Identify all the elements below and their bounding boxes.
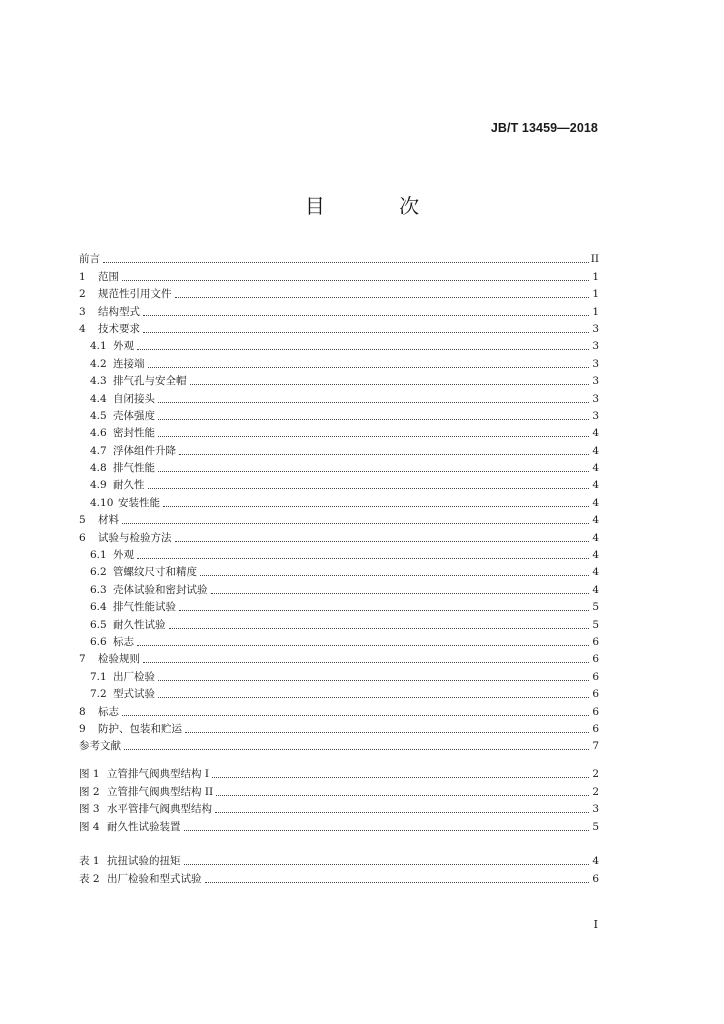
entry-number: 9	[79, 722, 86, 735]
entry-title: 前言	[79, 253, 100, 266]
dot-leader	[175, 296, 590, 298]
list-entry[interactable]	[79, 851, 599, 868]
dot-leader	[211, 592, 590, 594]
toc-entry[interactable]	[79, 492, 599, 509]
dot-leader	[163, 505, 589, 507]
entry-page: 5	[592, 601, 599, 614]
entry-number: 6.4	[90, 601, 107, 614]
entry-page: 4	[592, 496, 599, 509]
dot-leader	[158, 418, 589, 420]
toc-entry[interactable]	[79, 597, 599, 614]
entry-title: 壳体试验和密封试验	[113, 583, 208, 596]
dot-leader	[148, 366, 590, 368]
dot-leader	[122, 714, 589, 716]
entry-title: 水平管排气阀典型结构	[107, 803, 212, 816]
entry-page: 6	[592, 705, 599, 718]
entry-number: 3	[79, 305, 86, 318]
entry-number: 表 1	[79, 855, 100, 868]
dot-leader	[143, 314, 589, 316]
toc-entry[interactable]	[79, 301, 599, 318]
toc-entry[interactable]	[79, 319, 599, 336]
entry-title: 耐久性试验	[113, 618, 166, 631]
toc-entry[interactable]	[79, 562, 599, 579]
entry-page: 4	[592, 566, 599, 579]
entry-page: 3	[592, 409, 599, 422]
entry-number: 4.1	[90, 340, 107, 353]
entry-number: 6.2	[90, 566, 107, 579]
entry-number: 7	[79, 653, 86, 666]
entry-title: 范围	[98, 270, 119, 283]
entry-page: 6	[592, 688, 599, 701]
toc-entry[interactable]	[79, 736, 599, 753]
entry-number: 图 3	[79, 803, 100, 816]
entry-title: 型式试验	[113, 688, 155, 701]
dot-leader	[179, 453, 589, 455]
entry-number: 图 4	[79, 820, 100, 833]
dot-leader	[169, 627, 590, 629]
entry-number: 4.6	[90, 427, 107, 440]
dot-leader	[212, 776, 589, 778]
toc-entry[interactable]	[79, 458, 599, 475]
toc-entry[interactable]	[79, 719, 599, 736]
entry-number: 6.5	[90, 618, 107, 631]
entry-number: 5	[79, 514, 86, 527]
toc-entry[interactable]	[79, 406, 599, 423]
entry-title: 外观	[113, 549, 134, 562]
entry-number: 6.1	[90, 549, 107, 562]
toc-entry[interactable]	[79, 475, 599, 492]
toc-entry[interactable]	[79, 388, 599, 405]
entry-title: 参考文献	[79, 740, 121, 753]
dot-leader	[190, 383, 590, 385]
entry-page: 3	[592, 357, 599, 370]
entry-title: 连接端	[113, 357, 145, 370]
entry-page: 4	[592, 462, 599, 475]
entry-page: 6	[592, 872, 599, 885]
entry-number: 4.5	[90, 409, 107, 422]
entry-title: 结构型式	[98, 305, 140, 318]
entry-page: 4	[592, 444, 599, 457]
toc-entry[interactable]	[79, 527, 599, 544]
toc-entry[interactable]	[79, 440, 599, 457]
entry-page: 3	[592, 375, 599, 388]
dot-leader	[216, 794, 589, 796]
entry-title: 立管排气阀典型结构 I	[107, 768, 209, 781]
entry-number: 7.1	[90, 670, 107, 683]
entry-page: 7	[592, 740, 599, 753]
entry-page: 6	[592, 635, 599, 648]
entry-number: 表 2	[79, 872, 100, 885]
entry-number: 1	[79, 270, 86, 283]
entry-title: 抗扭试验的扭矩	[107, 855, 181, 868]
entry-number: 4.4	[90, 392, 107, 405]
entry-page: 3	[592, 322, 599, 335]
entry-page: 4	[592, 514, 599, 527]
toc-entry[interactable]	[79, 684, 599, 701]
dot-leader	[122, 522, 589, 524]
entry-number: 4.8	[90, 462, 107, 475]
entry-page: 4	[592, 479, 599, 492]
toc-entry[interactable]	[79, 632, 599, 649]
dot-leader	[137, 348, 589, 350]
dot-leader	[205, 881, 590, 883]
dot-leader	[184, 829, 590, 831]
entry-title: 密封性能	[113, 427, 155, 440]
page-title: 目 次	[304, 194, 454, 218]
entry-title: 安装性能	[118, 496, 160, 509]
entry-page: 6	[592, 722, 599, 735]
dot-leader	[158, 435, 589, 437]
dot-leader	[122, 279, 589, 281]
dot-leader	[185, 731, 589, 733]
entry-number: 图 1	[79, 768, 100, 781]
toc-entry[interactable]	[79, 510, 599, 527]
entry-page: 4	[592, 855, 599, 868]
list-entry[interactable]	[79, 816, 599, 833]
entry-page: 1	[592, 288, 599, 301]
dot-leader	[179, 609, 589, 611]
toc-entry[interactable]	[79, 371, 599, 388]
entry-title: 耐久性	[113, 479, 145, 492]
entry-page: 2	[592, 768, 599, 781]
entry-page: 3	[592, 340, 599, 353]
toc-entry[interactable]	[79, 284, 599, 301]
list-entry[interactable]	[79, 868, 599, 885]
entry-title: 耐久性试验装置	[107, 820, 181, 833]
toc-list	[79, 249, 599, 753]
entry-number: 4.3	[90, 375, 107, 388]
entry-title: 技术要求	[98, 322, 140, 335]
entry-page: II	[590, 253, 599, 266]
list-entry[interactable]	[79, 764, 599, 781]
toc-entry[interactable]	[79, 545, 599, 562]
entry-number: 4.2	[90, 357, 107, 370]
dot-leader	[137, 557, 589, 559]
entry-page: 4	[592, 549, 599, 562]
entry-number: 4.10	[90, 496, 114, 509]
entry-title: 试验与检验方法	[98, 531, 172, 544]
entry-page: 3	[592, 392, 599, 405]
entry-number: 6.3	[90, 583, 107, 596]
entry-number: 4.7	[90, 444, 107, 457]
toc-entry[interactable]	[79, 423, 599, 440]
dot-leader	[158, 679, 589, 681]
entry-title: 检验规则	[98, 653, 140, 666]
dot-leader	[103, 261, 589, 263]
entry-page: 4	[592, 531, 599, 544]
dot-leader	[124, 748, 589, 750]
entry-page: 1	[592, 270, 599, 283]
toc-entry[interactable]	[79, 701, 599, 718]
toc-entry[interactable]	[79, 649, 599, 666]
standard-number: JB/T 13459—2018	[490, 121, 598, 135]
page-number: I	[593, 918, 598, 931]
dot-leader	[137, 644, 589, 646]
entry-title: 材料	[98, 514, 119, 527]
entry-page: 6	[592, 653, 599, 666]
dot-leader	[184, 863, 590, 865]
entry-title: 管螺纹尺寸和精度	[113, 566, 197, 579]
toc-entry[interactable]	[79, 579, 599, 596]
entry-page: 3	[592, 803, 599, 816]
toc-entry[interactable]	[79, 353, 599, 370]
entry-page: 4	[592, 583, 599, 596]
list-entry[interactable]	[79, 799, 599, 816]
entry-page: 6	[592, 670, 599, 683]
dot-leader	[158, 401, 589, 403]
entry-title: 规范性引用文件	[98, 288, 172, 301]
entry-number: 6	[79, 531, 86, 544]
list-entry[interactable]	[79, 781, 599, 798]
dot-leader	[143, 331, 589, 333]
entry-page: 2	[592, 785, 599, 798]
dot-leader	[215, 811, 589, 813]
entry-number: 4	[79, 322, 86, 335]
entry-title: 标志	[113, 635, 134, 648]
entry-page: 5	[592, 820, 599, 833]
dot-leader	[143, 661, 589, 663]
entry-number: 2	[79, 288, 86, 301]
entry-number: 8	[79, 705, 86, 718]
entry-title: 防护、包装和贮运	[98, 722, 182, 735]
toc-entry[interactable]	[79, 336, 599, 353]
entry-title: 排气性能	[113, 462, 155, 475]
entry-title: 立管排气阀典型结构 II	[107, 785, 214, 798]
toc-entry[interactable]	[79, 666, 599, 683]
entry-title: 自闭接头	[113, 392, 155, 405]
dot-leader	[200, 574, 589, 576]
entry-number: 6.6	[90, 635, 107, 648]
entry-title: 出厂检验和型式试验	[107, 872, 202, 885]
entry-title: 浮体组件升降	[113, 444, 176, 457]
entry-number: 4.9	[90, 479, 107, 492]
entry-page: 1	[592, 305, 599, 318]
entry-title: 排气性能试验	[113, 601, 176, 614]
toc-entry[interactable]	[79, 614, 599, 631]
table-list	[79, 851, 599, 886]
entry-title: 出厂检验	[113, 670, 155, 683]
toc-entry[interactable]	[79, 249, 599, 266]
dot-leader	[158, 470, 589, 472]
entry-page: 4	[592, 427, 599, 440]
entry-title: 排气孔与安全帽	[113, 375, 187, 388]
entry-title: 标志	[98, 705, 119, 718]
dot-leader	[148, 487, 590, 489]
entry-number: 7.2	[90, 688, 107, 701]
entry-page: 5	[592, 618, 599, 631]
figure-list	[79, 764, 599, 834]
entry-number: 图 2	[79, 785, 100, 798]
dot-leader	[158, 696, 589, 698]
entry-title: 壳体强度	[113, 409, 155, 422]
dot-leader	[175, 540, 590, 542]
entry-title: 外观	[113, 340, 134, 353]
toc-entry[interactable]	[79, 266, 599, 283]
